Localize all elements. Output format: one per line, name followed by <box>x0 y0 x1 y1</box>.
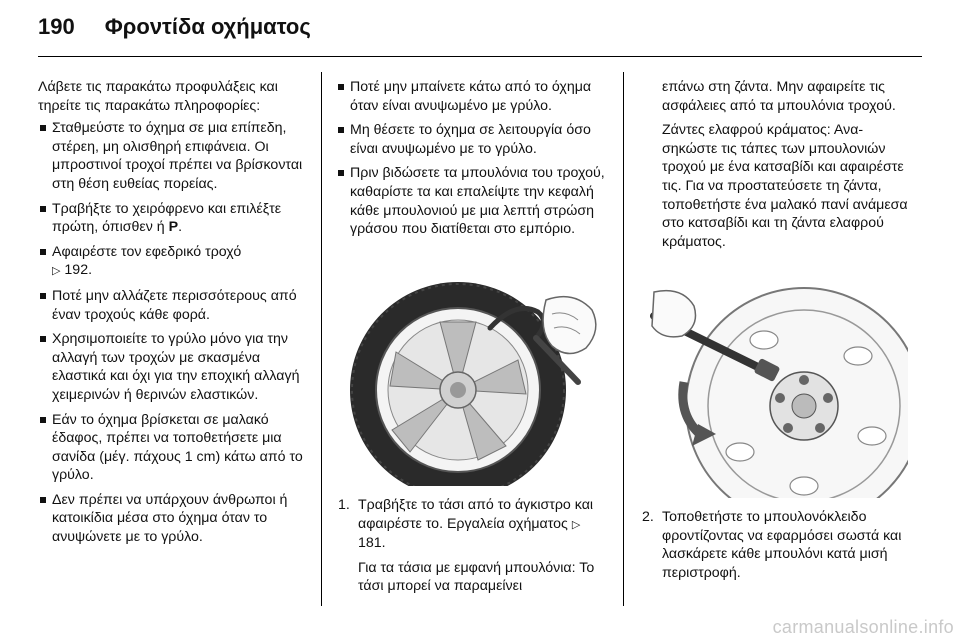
gear-p-label: P <box>168 219 179 236</box>
intro-text: Λάβετε τις παρακάτω προφυλάξεις και τηρείτε τις παρακάτω πληροφορίες: <box>38 79 278 114</box>
list-item: Μη θέσετε το όχημα σε λειτουργία όσο είναι ανυψωμένο με το γρύλο. <box>336 121 608 158</box>
column-2-steps <box>336 496 608 596</box>
list-item: Αφαιρέστε τον εφεδρικό τροχό ▷ 192. <box>38 243 314 281</box>
list-item: Δεν πρέπει να υπάρχουν άνθρωποι ή κατοικίδια μέσα στο όχημα όταν το ανυψώνετε με το γρύλο. <box>38 491 314 547</box>
wheel-wrench-illustration <box>644 286 908 498</box>
step-1-continued-text: επάνω στη ζάντα. Μην αφαιρείτε τις ασφάλειες από τα μπουλόνια τροχού. <box>662 79 896 114</box>
hubcap-illustration-svg <box>340 270 604 486</box>
column-divider-2 <box>623 72 624 606</box>
column-1 <box>38 78 314 553</box>
list-item: Εάν το όχημα βρίσκεται σε μαλακό έδαφος, πρέπει να τοποθετήσετε μια σανίδα (μέγ. πάχους 1 cm) κάτω από το γρύλο. <box>38 411 314 485</box>
step-1-continued <box>640 78 910 251</box>
step-2-text: Τοποθετήστε το μπουλονόκλειδο φροντίζοντας να εφαρμόσει σωστά και λασκάρετε κάθε μπουλόνι κατά μισή περιστροφή. <box>662 509 902 581</box>
reference-arrow-icon: ▷ <box>52 265 61 278</box>
wrench-illustration-svg <box>644 286 908 498</box>
list-item: Χρησιμοποιείτε το γρύλο μόνο για την αλλαγή των τροχών με σκασμένα ελαστικά και όχι για την εποχική αλλαγή χειμερινών ή θερινών ελαστικών. <box>38 330 314 404</box>
reference-arrow-icon: ▷ <box>571 518 581 531</box>
step-number: 1. <box>338 497 350 513</box>
column-3 <box>640 78 910 257</box>
list-item: Ποτέ μην μπαίνετε κάτω από το όχημα όταν είναι ανυψωμένο με γρύλο. <box>336 78 608 115</box>
jack-safety-list <box>336 78 608 239</box>
list-item: Σταθμεύστε το όχημα σε μια επίπεδη, στέρεη, μη ολισθηρή επιφάνεια. Οι μπροστινοί τροχοί πρέπει να βρίσκονται στη θέση ευθείας πορείας. <box>38 119 314 193</box>
page-title: Φροντίδα οχήματος <box>104 14 311 39</box>
step-1: 1. Τραβήξτε το τάσι από το άγκιστρο και αφαιρέστε το. Εργαλεία οχήματος ▷ 181. Για τα τάσια με εμφανή μπουλόνια: Το τάσι μπορεί να παραμείνει <box>336 496 608 596</box>
header-rule <box>38 56 922 57</box>
step-1-note: Για τα τάσια με εμφανή μπουλόνια: Το τάσι μπορεί να παραμείνει <box>358 559 595 595</box>
alloy-wheels-note: Ζάντες ελαφρού κράματος: Ανασηκώστε τις τάπες των μπουλονιών τροχού με ένα κατσαβίδι και αφαιρέστε τις. Για να προστατεύσετε τη ζάντα, τοποθετήστε ένα μαλακό πανί ανάμεσα στο κατσαβίδι και τη ζάντα ελαφρού κράματος. <box>662 122 908 250</box>
page-reference[interactable]: 181. <box>358 535 386 552</box>
watermark: carmanualsonline.info <box>772 617 954 637</box>
page-reference[interactable]: 192. <box>64 262 93 279</box>
column-3-steps <box>640 508 910 582</box>
list-item: Ποτέ μην αλλάζετε περισσότερους από έναν τροχούς κάθε φορά. <box>38 287 314 324</box>
list-item: Τραβήξτε το χειρόφρενο και επιλέξτε πρώτη, όπισθεν ή P. <box>38 200 314 237</box>
step-number: 2. <box>642 509 654 525</box>
list-item: Πριν βιδώσετε τα μπουλόνια του τροχού, καθαρίστε τα και επαλείψτε την κεφαλή κάθε μπουλονιού με μια λεπτή στρώση γράσου που διατίθεται στο εμπόριο. <box>336 164 608 238</box>
column-divider-1 <box>321 72 322 606</box>
precautions-list <box>38 119 314 546</box>
hubcap-removal-illustration <box>340 270 604 486</box>
column-2 <box>336 78 608 245</box>
page-number: 190 <box>38 14 75 39</box>
page-header <box>38 14 311 48</box>
step-2 <box>640 508 910 582</box>
